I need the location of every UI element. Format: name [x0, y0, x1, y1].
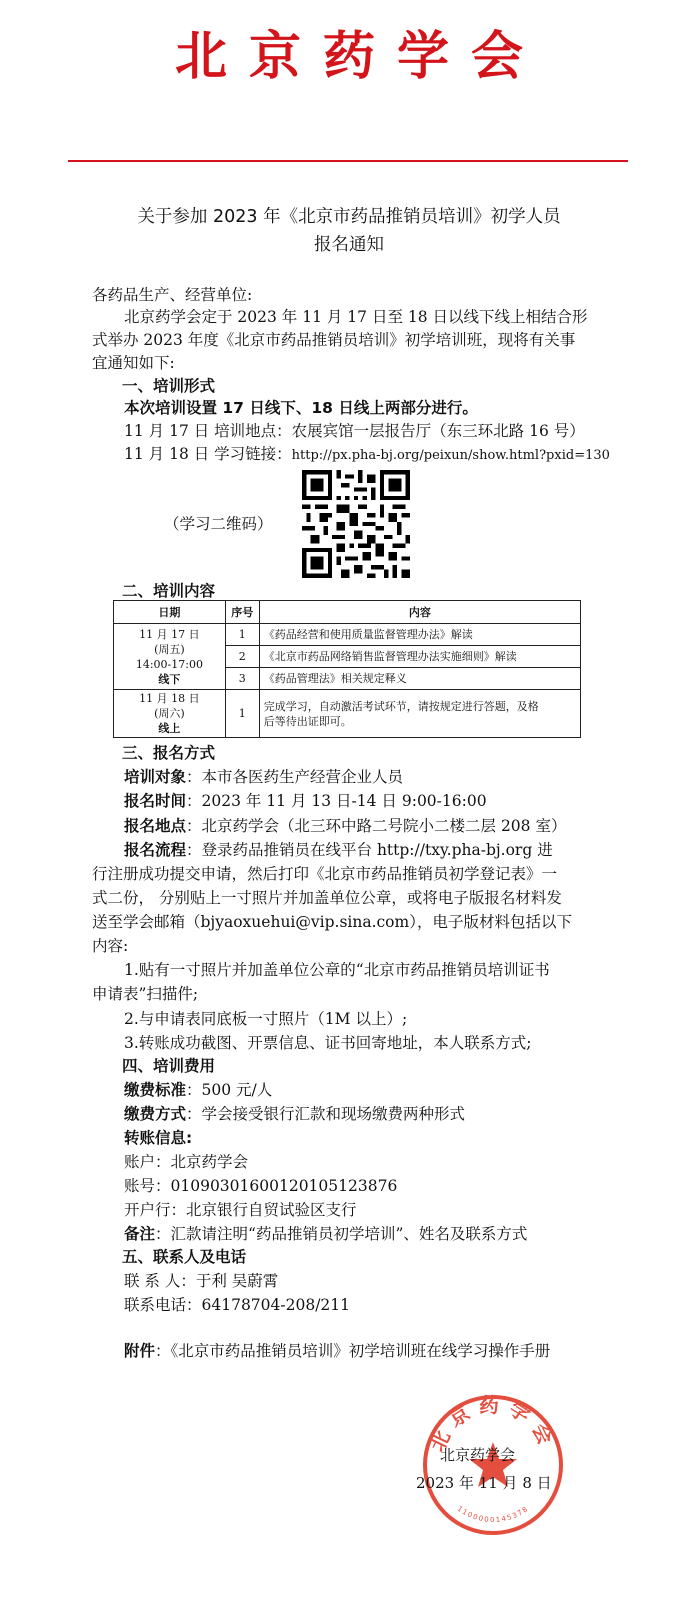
row-no: 3: [225, 668, 259, 690]
online-link-prefix: 11 月 18 日 学习链接：: [124, 445, 292, 463]
attachment-line: 附件：《北京市药品推销员培训》初学培训班在线学习操作手册: [124, 1342, 551, 1360]
official-seal-icon: [418, 1390, 568, 1540]
process-line-4: 送至学会邮箱（bjyaoxuehui@vip.sina.com），电子版材料包括以下: [92, 913, 572, 931]
online-link-line: [124, 443, 610, 467]
item-1-line-2: 申请表”扫描件;: [92, 985, 199, 1003]
header-content: 内容: [259, 601, 580, 624]
header-date: 日期: [114, 601, 226, 624]
contact-phone: 联系电话：64178704-208/211: [124, 1296, 351, 1314]
process-line-3: 式二份， 分别贴上一寸照片并加盖单位公章，或将电子版报名材料发: [92, 889, 562, 907]
bank-name: 开户行：北京银行自贸试验区支行: [124, 1201, 357, 1219]
item-2: 2.与申请表同底板一寸照片（1M 以上）;: [124, 1010, 408, 1028]
row-no: 1: [225, 690, 259, 738]
contact-person: 联 系 人：于利 吴蔚霄: [124, 1272, 279, 1290]
process-line-1: 报名流程：登录药品推销员在线平台 http://txy.pha-bj.org 进: [124, 841, 553, 859]
qr-code-icon: [302, 470, 410, 578]
qr-caption: （学习二维码）: [164, 515, 273, 533]
remark-line: 备注：汇款请注明“药品推销员初学培训”、姓名及联系方式: [124, 1225, 528, 1243]
row-content: 《药品管理法》相关规定释义: [259, 668, 580, 690]
date-cell-offline: 11 月 17 日 (周五) 14:00-17:00 线下: [114, 624, 226, 690]
section1-heading: 一、培训形式: [122, 377, 216, 395]
section4-heading: 四、培训费用: [122, 1057, 216, 1075]
row-content: 完成学习，自动激活考试环节，请按规定进行答题，及格 后等待出证即可。: [259, 690, 580, 738]
transfer-label: 转账信息:: [124, 1129, 193, 1147]
intro-line-1: 北京药学会定于 2023 年 11 月 17 日至 18 日以线下线上相结合形: [124, 308, 588, 326]
signature-org: 北京药学会: [440, 1446, 516, 1464]
payment-line: 缴费方式：学会接受银行汇款和现场缴费两种形式: [124, 1105, 466, 1123]
masthead-red-rule: [68, 160, 628, 162]
schedule-table: [113, 600, 581, 738]
account-name: 账户：北京药学会: [124, 1153, 249, 1171]
offline-location-line: 11 月 17 日 培训地点：农展宾馆一层报告厅（东三环北路 16 号）: [124, 422, 585, 440]
masthead-org-name: 北京药学会: [174, 27, 545, 87]
table-row: [114, 624, 581, 646]
section5-heading: 五、联系人及电话: [122, 1248, 247, 1266]
header-no: 序号: [225, 601, 259, 624]
salutation: 各药品生产、经营单位:: [92, 286, 253, 304]
svg-text:1100000145378: 1100000145378: [455, 1504, 531, 1524]
intro-line-2: 式举办 2023 年度《北京市药品推销员培训》初学培训班，现将有关事: [92, 331, 576, 349]
place-line: 报名地点：北京药学会（北三环中路二号院小二楼二层 208 室）: [124, 817, 567, 835]
section3-heading: 三、报名方式: [122, 744, 216, 762]
title-line-1: 关于参加 2023 年《北京市药品推销员培训》初学人员: [137, 207, 561, 227]
svg-text:北京药学会: 北京药学会: [424, 1393, 562, 1456]
row-no: 1: [225, 624, 259, 646]
signature-date: 2023 年 11 月 8 日: [416, 1474, 552, 1492]
row-content: 《北京市药品网络销售监督管理办法实施细则》解读: [259, 646, 580, 668]
section2-heading: 二、培训内容: [122, 582, 216, 600]
table-header-row: [114, 601, 581, 624]
online-link-url[interactable]: http://px.pha-bj.org/peixun/show.html?pxid=130: [291, 448, 610, 463]
row-content: 《药品经营和使用质量监督管理办法》解读: [259, 624, 580, 646]
section1-bold-line: 本次培训设置 17 日线下、18 日线上两部分进行。: [124, 399, 478, 417]
fee-line: 缴费标准：500 元/人: [124, 1081, 273, 1099]
account-number: 账号：01090301600120105123876: [124, 1177, 398, 1195]
title-line-2: 报名通知: [314, 235, 384, 255]
date-cell-online: 11 月 18 日 (周六) 线上: [114, 690, 226, 738]
target-line: 培训对象：本市各医药生产经营企业人员: [124, 768, 404, 786]
time-line: 报名时间：2023 年 11 月 13 日-14 日 9:00-16:00: [124, 792, 487, 810]
process-line-5: 内容:: [92, 937, 129, 955]
table-row: [114, 690, 581, 738]
item-1-line-1: 1.贴有一寸照片并加盖单位公章的“北京市药品推销员培训证书: [124, 961, 550, 979]
row-no: 2: [225, 646, 259, 668]
item-3: 3.转账成功截图、开票信息、证书回寄地址，本人联系方式;: [124, 1034, 532, 1052]
process-line-2: 行注册成功提交申请，然后打印《北京市药品推销员初学登记表》一: [92, 865, 558, 883]
document-title: [0, 203, 698, 259]
intro-line-3: 宜通知如下:: [92, 354, 175, 372]
